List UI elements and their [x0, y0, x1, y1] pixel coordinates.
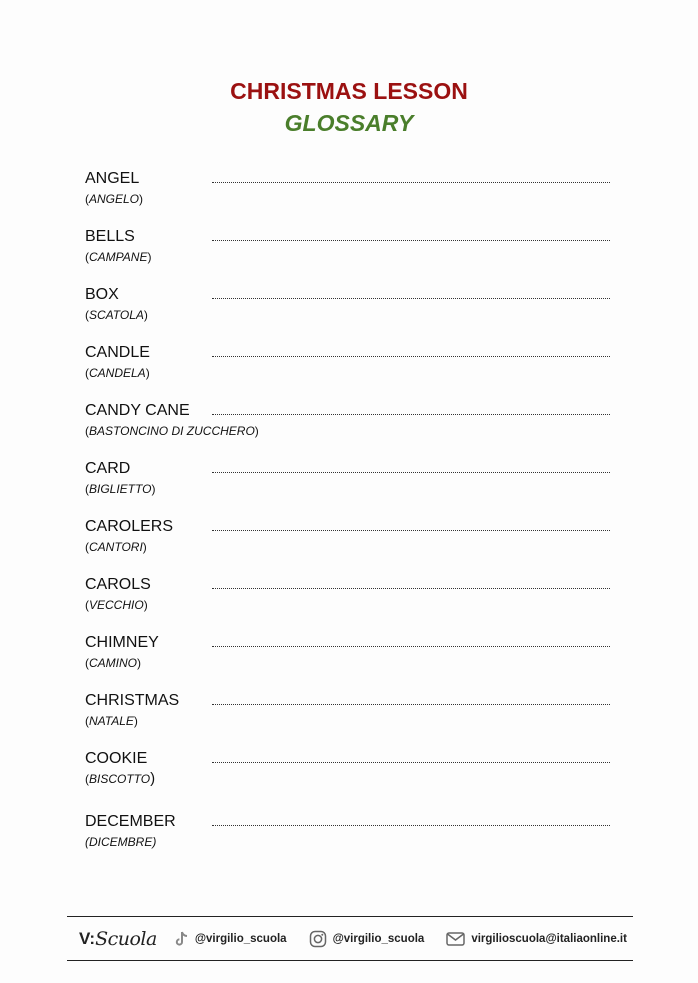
- glossary-translation: (BASTONCINO DI ZUCCHERO): [85, 424, 259, 438]
- answer-line[interactable]: [212, 646, 610, 647]
- glossary-translation: (DICEMBRE): [85, 835, 157, 849]
- glossary-entry: [85, 749, 625, 812]
- email-address: virgilioscuola@italiaonline.it: [471, 933, 627, 945]
- glossary-term: ANGEL: [85, 170, 140, 187]
- answer-line[interactable]: [212, 414, 610, 415]
- glossary-term: CHIMNEY: [85, 634, 159, 651]
- page-subtitle: GLOSSARY: [284, 110, 414, 136]
- answer-line[interactable]: [212, 762, 610, 763]
- glossary-entry: [85, 169, 625, 227]
- glossary-term: COOKIE: [85, 750, 148, 767]
- glossary-translation: (SCATOLA): [85, 308, 148, 322]
- email-link[interactable]: [446, 932, 627, 946]
- glossary-entry: [85, 459, 625, 517]
- glossary-translation: (NATALE): [85, 714, 138, 728]
- glossary-list: [85, 169, 625, 870]
- glossary-term: BELLS: [85, 228, 135, 245]
- answer-line[interactable]: [212, 182, 610, 183]
- mail-icon: [446, 932, 465, 946]
- answer-line[interactable]: [212, 704, 610, 705]
- glossary-term: CAROLERS: [85, 518, 174, 535]
- answer-line[interactable]: [212, 825, 610, 826]
- page-title: CHRISTMAS LESSON: [230, 78, 468, 104]
- glossary-translation: (BIGLIETTO): [85, 482, 156, 496]
- glossary-entry: [85, 691, 625, 749]
- answer-line[interactable]: [212, 588, 610, 589]
- glossary-entry: [85, 401, 625, 459]
- glossary-entry: [85, 285, 625, 343]
- footer: [67, 918, 633, 960]
- instagram-handle: @virgilio_scuola: [332, 933, 425, 945]
- glossary-entry: [85, 343, 625, 401]
- answer-line[interactable]: [212, 472, 610, 473]
- glossary-entry: [85, 575, 625, 633]
- logo-v: V:: [79, 929, 96, 948]
- glossary-translation: (CANTORI): [85, 540, 147, 554]
- tiktok-icon: [175, 931, 189, 947]
- instagram-icon: [309, 930, 327, 948]
- glossary-term: BOX: [85, 286, 119, 303]
- virgilio-scuola-logo[interactable]: [79, 928, 157, 950]
- glossary-entry: [85, 633, 625, 691]
- glossary-translation: (BISCOTTO): [85, 770, 156, 787]
- glossary-term: CANDY CANE: [85, 402, 190, 419]
- glossary-term: DECEMBER: [85, 813, 176, 830]
- glossary-translation: (CAMPANE): [85, 250, 152, 264]
- glossary-entry: [85, 812, 625, 870]
- instagram-link[interactable]: [309, 930, 425, 948]
- glossary-translation: (CAMINO): [85, 656, 141, 670]
- glossary-entry: [85, 227, 625, 285]
- footer-top-rule: [67, 916, 633, 917]
- glossary-translation: (VECCHIO): [85, 598, 148, 612]
- tiktok-link[interactable]: [175, 931, 287, 947]
- glossary-term: CARD: [85, 460, 131, 477]
- glossary-translation: (CANDELA): [85, 366, 150, 380]
- glossary-term: CANDLE: [85, 344, 150, 361]
- footer-bottom-rule: [67, 960, 633, 961]
- answer-line[interactable]: [212, 240, 610, 241]
- answer-line[interactable]: [212, 530, 610, 531]
- answer-line[interactable]: [212, 298, 610, 299]
- glossary-term: CHRISTMAS: [85, 692, 180, 709]
- answer-line[interactable]: [212, 356, 610, 357]
- logo-script: Scuola: [95, 928, 157, 950]
- glossary-term: CAROLS: [85, 576, 151, 593]
- tiktok-handle: @virgilio_scuola: [194, 933, 287, 945]
- glossary-translation: (ANGELO): [85, 192, 144, 206]
- glossary-entry: [85, 517, 625, 575]
